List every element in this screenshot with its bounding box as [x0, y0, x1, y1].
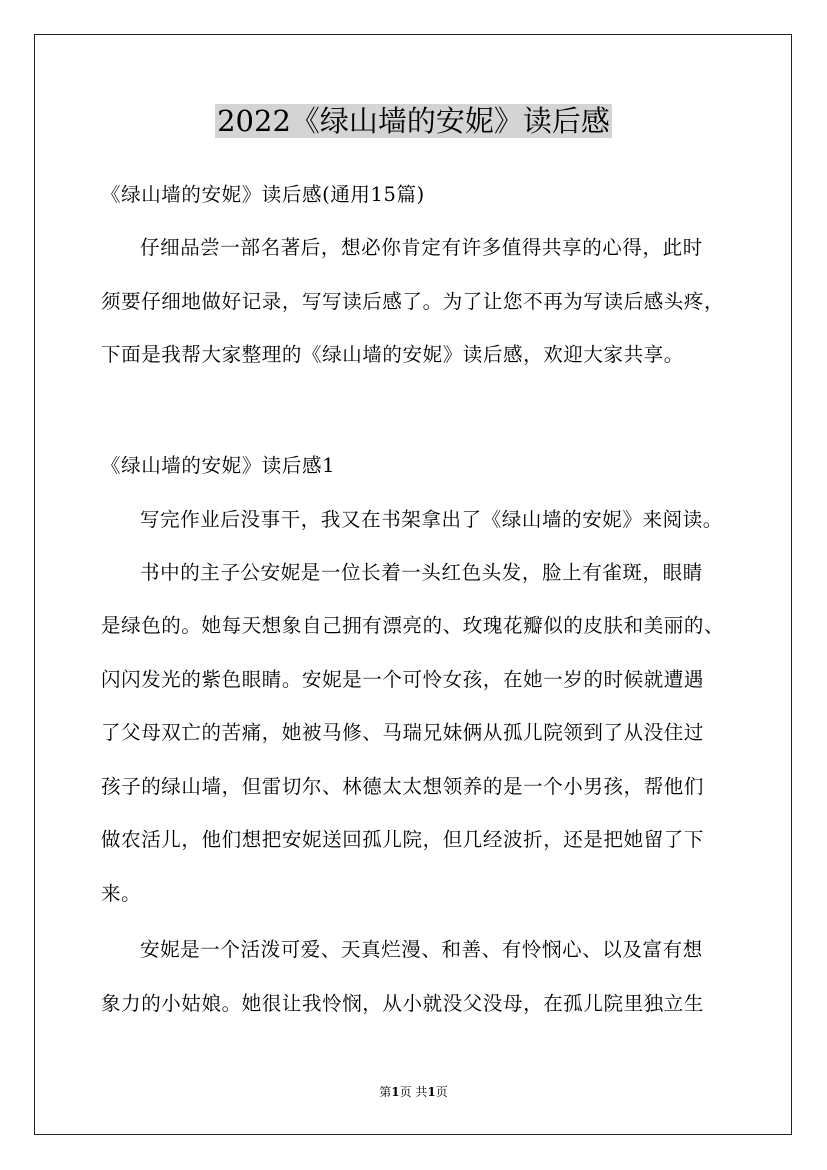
body-line: 来。: [101, 882, 142, 905]
body-line: 是绿色的。她每天想象自己拥有漂亮的、玫瑰花瓣似的皮肤和美丽的、: [101, 614, 725, 637]
body-line: 书中的主子公安妮是一位长着一头红色头发，脸上有雀斑，眼睛: [140, 561, 703, 584]
document-title-text: 2022《绿山墙的安妮》读后感: [217, 104, 610, 138]
body-line: 写完作业后没事干，我又在书架拿出了《绿山墙的安妮》来阅读。: [140, 508, 723, 531]
footer-mid: 页 共: [399, 1085, 428, 1099]
body-line: 象力的小姑娘。她很让我怜悯，从小就没父没母，在孤儿院里独立生: [101, 992, 705, 1015]
body-line: 了父母双亡的苦痛，她被马修、马瑞兄妹俩从孤儿院领到了从没住过: [101, 721, 705, 744]
body-line: 闪闪发光的紫色眼睛。安妮是一个可怜女孩，在她一岁的时候就遭遇: [101, 668, 705, 691]
footer-suffix: 页: [435, 1085, 448, 1099]
intro-line: 下面是我帮大家整理的《绿山墙的安妮》读后感，欢迎大家共享。: [101, 343, 684, 366]
footer-prefix: 第: [379, 1085, 392, 1099]
footer-total-pages: 1: [427, 1085, 436, 1099]
section-heading: 《绿山墙的安妮》读后感1: [101, 454, 336, 477]
document-title: [0, 101, 827, 141]
intro-line: 须要仔细地做好记录，写写读后感了。为了让您不再为写读后感头疼，: [101, 290, 725, 313]
document-subtitle: 《绿山墙的安妮》读后感(通用15篇): [101, 183, 425, 206]
body-line: 孩子的绿山墙，但雷切尔、林德太太想领养的是一个小男孩，帮他们: [101, 775, 705, 798]
body-line: 安妮是一个活泼可爱、天真烂漫、和善、有怜悯心、以及富有想: [140, 938, 703, 961]
page-footer: [0, 1084, 827, 1100]
body-line: 做农活儿，他们想把安妮送回孤儿院，但几经波折，还是把她留了下: [101, 828, 705, 851]
footer-current-page: 1: [391, 1085, 400, 1099]
intro-line: 仔细品尝一部名著后，想必你肯定有许多值得共享的心得，此时: [140, 236, 703, 259]
